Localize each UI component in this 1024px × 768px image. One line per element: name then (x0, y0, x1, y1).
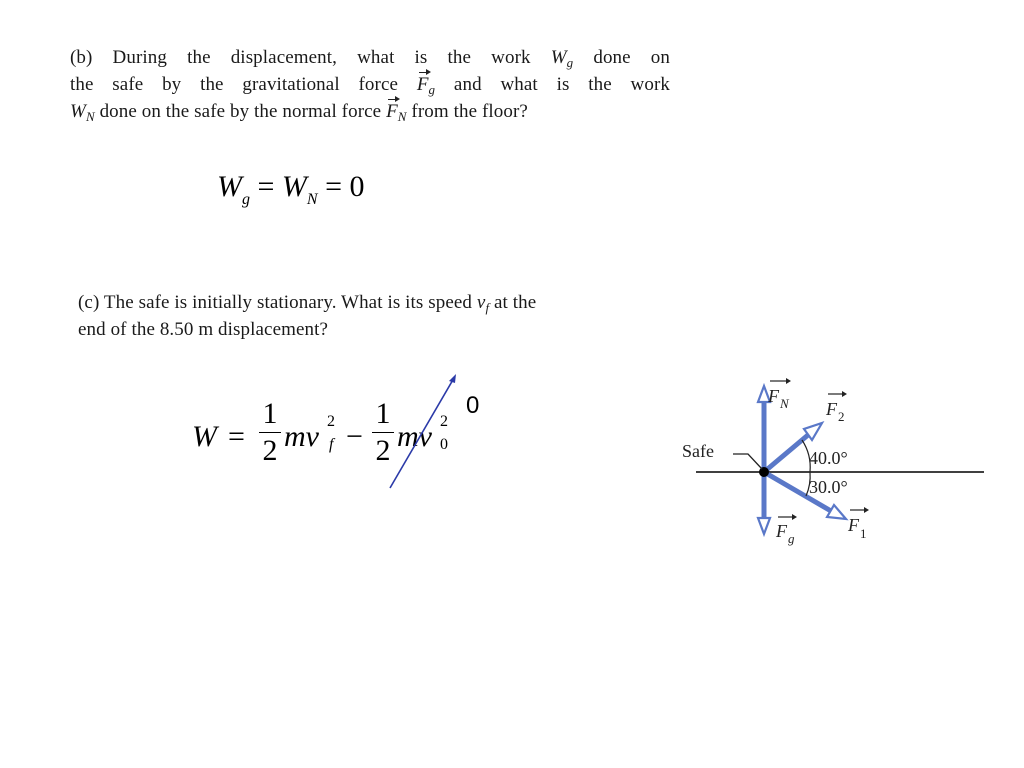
fraction-half-1: 1 2 (259, 398, 281, 467)
safe-point (759, 467, 769, 477)
label-f-n (767, 378, 791, 411)
vector-f-n: F (386, 98, 398, 125)
safe-leader-line (733, 454, 762, 469)
free-body-diagram (676, 372, 996, 552)
question-b-line-2: the safe by the gravitational force $F_g$ and what is the work (70, 71, 670, 98)
term-1-subscript: f (329, 436, 334, 453)
svg-text:F: F (826, 399, 837, 419)
vector-f-g: F (417, 71, 429, 98)
svg-text:F: F (768, 386, 779, 406)
svg-text:1: 1 (860, 526, 867, 541)
term-mv-f: mv (284, 420, 319, 453)
svg-text:2: 2 (838, 409, 845, 424)
angle-upper-label: 40.0° (809, 448, 848, 468)
question-b-line-3: $W_N$ done on the safe by the normal force $F_N$ from the floor? (70, 98, 670, 125)
term-2-subscript: 0 (440, 436, 448, 453)
question-c-line-1: (c) The safe is initially stationary. What is its speed $v_f$ at the (78, 292, 537, 315)
question-c (78, 289, 690, 343)
label-f-g (775, 514, 797, 546)
svg-text:g: g (788, 531, 795, 546)
svg-text:F: F (848, 515, 859, 535)
strike-through-arrow-icon (380, 370, 470, 500)
arrow-f-g (758, 472, 770, 534)
angle-lower-label: 30.0° (809, 477, 848, 497)
question-c-line-2: end of the 8.50 m displacement? (78, 319, 329, 340)
question-b-line-1: (b) During the displacement, what is the work $W_g$ done on (70, 47, 670, 70)
term-1-superscript: 2 (327, 413, 335, 430)
equals-sign: = (228, 420, 245, 453)
safe-label: Safe (682, 441, 714, 461)
fraction-half-2: 1 2 (372, 398, 394, 467)
term-mv-0: mv (397, 420, 432, 453)
label-f-1 (847, 507, 869, 541)
minus-sign: − (346, 420, 363, 453)
answer-b-equation: $W_g = W_N = 0$ (217, 170, 365, 208)
svg-text:N: N (780, 396, 789, 411)
annotation-zero: 0 (466, 392, 480, 419)
label-f-2 (825, 391, 847, 424)
svg-text:F: F (776, 521, 787, 541)
equation-lhs: W (192, 420, 217, 453)
question-b (70, 44, 670, 125)
term-2-superscript: 2 (440, 413, 448, 430)
